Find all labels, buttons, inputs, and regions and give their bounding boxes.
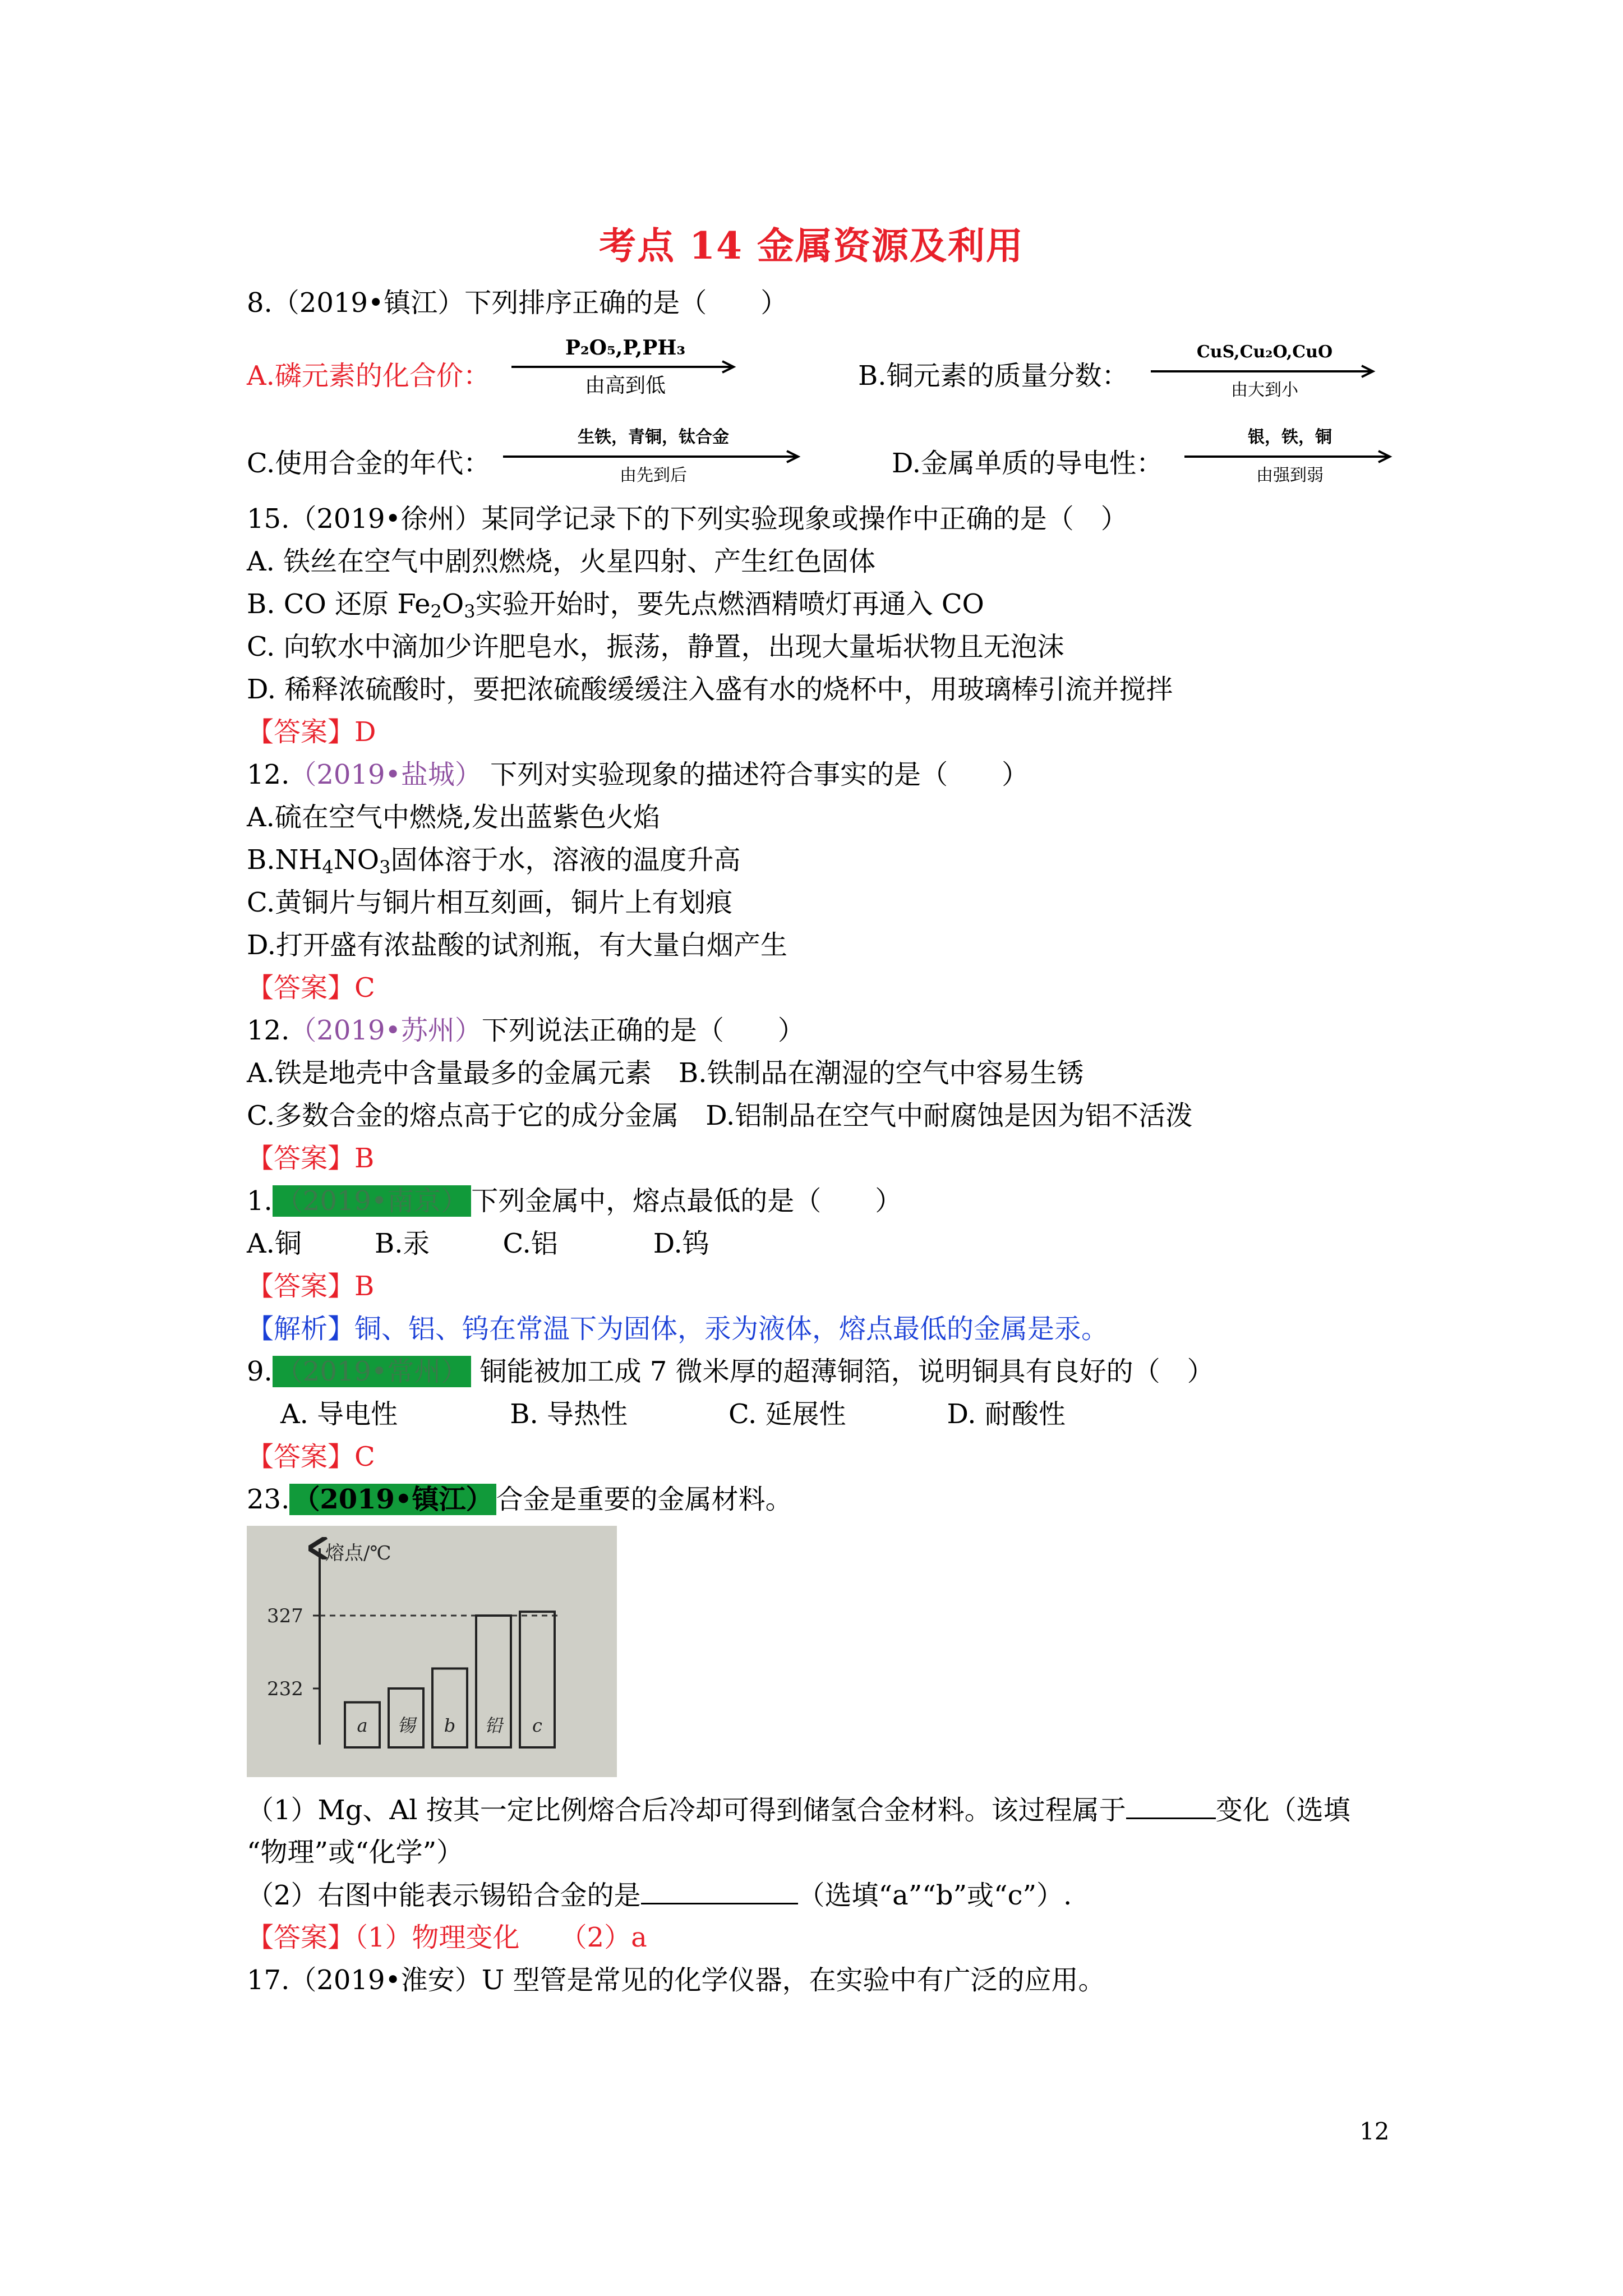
q15-option-d: D. 稀释浓硫酸时，要把浓硫酸缓缓注入盛有水的烧杯中，用玻璃棒引流并搅拌 bbox=[247, 674, 1173, 705]
q8-option-c-bottom: 由先到后 bbox=[620, 466, 687, 485]
q1-stem bbox=[247, 1184, 902, 1218]
q23-source: （2019•镇江） bbox=[289, 1484, 496, 1515]
q12a-option-d: D.打开盛有浓盐酸的试剂瓶，有大量白烟产生 bbox=[247, 930, 788, 961]
q8-option-a-label: A.磷元素的化合价： bbox=[247, 360, 490, 392]
q8-option-b-arrow bbox=[1150, 340, 1380, 403]
q12a-num: 12. bbox=[247, 759, 290, 790]
q23-sub2-a: （2）右图中能表示锡铅合金的是 bbox=[247, 1880, 641, 1911]
q12b-options-ab: A.铁是地壳中含量最多的金属元素 B.铁制品在潮湿的空气中容易生锈 bbox=[247, 1057, 1084, 1089]
q15-option-c: C. 向软水中滴加少许肥皂水，振荡，静置，出现大量垢状物且无泡沫 bbox=[247, 631, 1064, 662]
q8-option-d-bottom: 由强到弱 bbox=[1256, 466, 1324, 485]
q8-option-b-top: CuS,Cu₂O,CuO bbox=[1196, 342, 1333, 362]
chart-bar-label-0: a bbox=[357, 1715, 368, 1736]
q9-option-b: B. 导热性 bbox=[510, 1398, 628, 1430]
q15-option-b-mid: O bbox=[441, 588, 464, 620]
q1-option-d: D.钨 bbox=[653, 1228, 709, 1259]
q8-option-a-arrow bbox=[510, 335, 740, 398]
q12a-source: （2019•盐城） bbox=[289, 759, 482, 790]
melting-point-chart-svg bbox=[247, 1526, 617, 1777]
arrow-right-icon bbox=[1183, 450, 1396, 463]
q12a-option-b-post: 固体溶于水，溶液的温度升高 bbox=[390, 844, 741, 876]
q8-option-a-bottom: 由高到低 bbox=[584, 374, 666, 397]
q12a-option-b-sub2: 3 bbox=[379, 857, 391, 878]
q15-option-b-sub1: 2 bbox=[430, 601, 442, 622]
q12a-stem bbox=[247, 758, 1029, 792]
q9-option-c: C. 延展性 bbox=[728, 1398, 846, 1430]
q8-option-b-label: B.铜元素的质量分数： bbox=[858, 360, 1129, 392]
q1-text: 下列金属中，熔点最低的是（ ） bbox=[471, 1185, 902, 1217]
q1-source: （2019•南京） bbox=[273, 1185, 471, 1217]
q23-sub1-line1 bbox=[247, 1793, 1350, 1827]
q9-option-d: D. 耐酸性 bbox=[947, 1398, 1066, 1430]
q12b-answer: 【答案】B bbox=[247, 1143, 375, 1174]
melting-point-chart bbox=[247, 1526, 617, 1777]
chart-bar-label-1: 锡 bbox=[396, 1715, 416, 1736]
q1-answer: 【答案】B bbox=[247, 1271, 375, 1302]
q8-option-a-top: P₂O₅,P,PH₃ bbox=[565, 336, 686, 360]
q23-answer: 【答案】（1）物理变化 （2）a bbox=[247, 1922, 647, 1953]
arrow-right-icon bbox=[510, 360, 740, 374]
q1-option-a: A.铜 bbox=[247, 1228, 302, 1259]
arrow-right-icon bbox=[502, 450, 805, 463]
q23-sub1-c: “物理”或“化学”） bbox=[247, 1837, 464, 1868]
q15-stem: 15.（2019•徐州）某同学记录下的下列实验现象或操作中正确的是（ ） bbox=[247, 503, 1128, 535]
q1-option-b: B.汞 bbox=[374, 1228, 430, 1259]
q8-option-b-bottom: 由大到小 bbox=[1231, 380, 1298, 400]
chart-bar-label-3: 铅 bbox=[484, 1715, 503, 1736]
chart-tick-label-0: 232 bbox=[267, 1678, 303, 1700]
q23-blank-1[interactable] bbox=[1126, 1793, 1216, 1819]
q12a-option-b-sub1: 4 bbox=[322, 857, 334, 878]
q12a-answer: 【答案】C bbox=[247, 972, 375, 1004]
q23-blank-2[interactable] bbox=[641, 1878, 798, 1904]
q17-stem: 17.（2019•淮安）U 型管是常见的化学仪器，在实验中有广泛的应用。 bbox=[247, 1964, 1105, 1996]
q9-option-a: A. 导电性 bbox=[280, 1398, 398, 1430]
q15-option-b-sub2: 3 bbox=[464, 601, 476, 622]
q12a-option-b bbox=[247, 843, 740, 877]
q12b-num: 12. bbox=[247, 1015, 290, 1046]
q12a-text: 下列对实验现象的描述符合事实的是（ ） bbox=[481, 759, 1029, 790]
q12b-text: 下列说法正确的是（ ） bbox=[481, 1015, 805, 1046]
q8-option-d-label: D.金属单质的导电性： bbox=[892, 448, 1164, 479]
q12a-option-a: A.硫在空气中燃烧,发出蓝紫色火焰 bbox=[247, 802, 661, 833]
q12b-source: （2019•苏州） bbox=[289, 1015, 482, 1046]
q1-num: 1. bbox=[247, 1185, 273, 1217]
q15-option-b bbox=[247, 587, 984, 621]
q15-answer: 【答案】D bbox=[247, 716, 376, 748]
q8-option-d-arrow bbox=[1183, 425, 1396, 488]
chart-y-label: 熔点/℃ bbox=[325, 1542, 391, 1565]
page-title: 考点 14 金属资源及利用 bbox=[599, 224, 1024, 268]
q12a-option-c: C.黄铜片与铜片相互刻画，铜片上有划痕 bbox=[247, 887, 733, 918]
q9-options bbox=[280, 1397, 1066, 1431]
q8-option-c-label: C.使用合金的年代： bbox=[247, 448, 491, 479]
q12a-option-b-pre: B.NH bbox=[247, 844, 322, 876]
q8-stem: 8.（2019•镇江）下列排序正确的是（ ） bbox=[247, 287, 788, 319]
q1-options bbox=[247, 1227, 709, 1260]
q12a-option-b-mid: NO bbox=[333, 844, 380, 876]
q23-stem bbox=[247, 1483, 792, 1516]
q23-text: 合金是重要的金属材料。 bbox=[496, 1484, 792, 1515]
q23-num: 23. bbox=[247, 1484, 290, 1515]
q8-option-c-arrow bbox=[502, 425, 805, 488]
arrow-right-icon bbox=[1150, 365, 1380, 378]
chart-tick-label-1: 327 bbox=[267, 1605, 303, 1627]
q15-option-b-post: 实验开始时，要先点燃酒精喷灯再通入 CO bbox=[475, 588, 984, 620]
q12b-stem bbox=[247, 1014, 805, 1047]
page-number: 12 bbox=[1359, 2118, 1390, 2145]
q23-sub1-a: （1）Mg、Al 按其一定比例熔合后冷却可得到储氢合金材料。该过程属于 bbox=[247, 1795, 1126, 1826]
q15-option-a: A. 铁丝在空气中剧烈燃烧，火星四射、产生红色固体 bbox=[247, 546, 876, 577]
q23-sub1-b: 变化（选填 bbox=[1215, 1795, 1350, 1826]
q9-text: 铜能被加工成 7 微米厚的超薄铜箔，说明铜具有良好的（ ） bbox=[471, 1356, 1214, 1387]
q1-option-c: C.铝 bbox=[502, 1228, 558, 1259]
q9-stem bbox=[247, 1355, 1214, 1388]
q8-option-d-top: 银，铁，铜 bbox=[1248, 427, 1332, 447]
q8-option-c-top: 生铁，青铜，钛合金 bbox=[578, 427, 729, 447]
q9-answer: 【答案】C bbox=[247, 1441, 375, 1473]
q9-source: （2019•常州） bbox=[273, 1356, 471, 1387]
q1-analysis: 【解析】铜、铝、钨在常温下为固体，汞为液体，熔点最低的金属是汞。 bbox=[247, 1313, 1109, 1345]
chart-bar-label-4: c bbox=[532, 1715, 542, 1736]
q15-option-b-pre: B. CO 还原 Fe bbox=[247, 588, 431, 620]
chart-bar-label-2: b bbox=[444, 1715, 456, 1736]
q12b-options-cd: C.多数合金的熔点高于它的成分金属 D.铝制品在空气中耐腐蚀是因为铝不活泼 bbox=[247, 1100, 1193, 1131]
q23-sub2-line bbox=[247, 1878, 1072, 1912]
q9-num: 9. bbox=[247, 1356, 273, 1387]
q23-sub2-b: （选填“a”“b”或“c”）. bbox=[797, 1880, 1072, 1911]
